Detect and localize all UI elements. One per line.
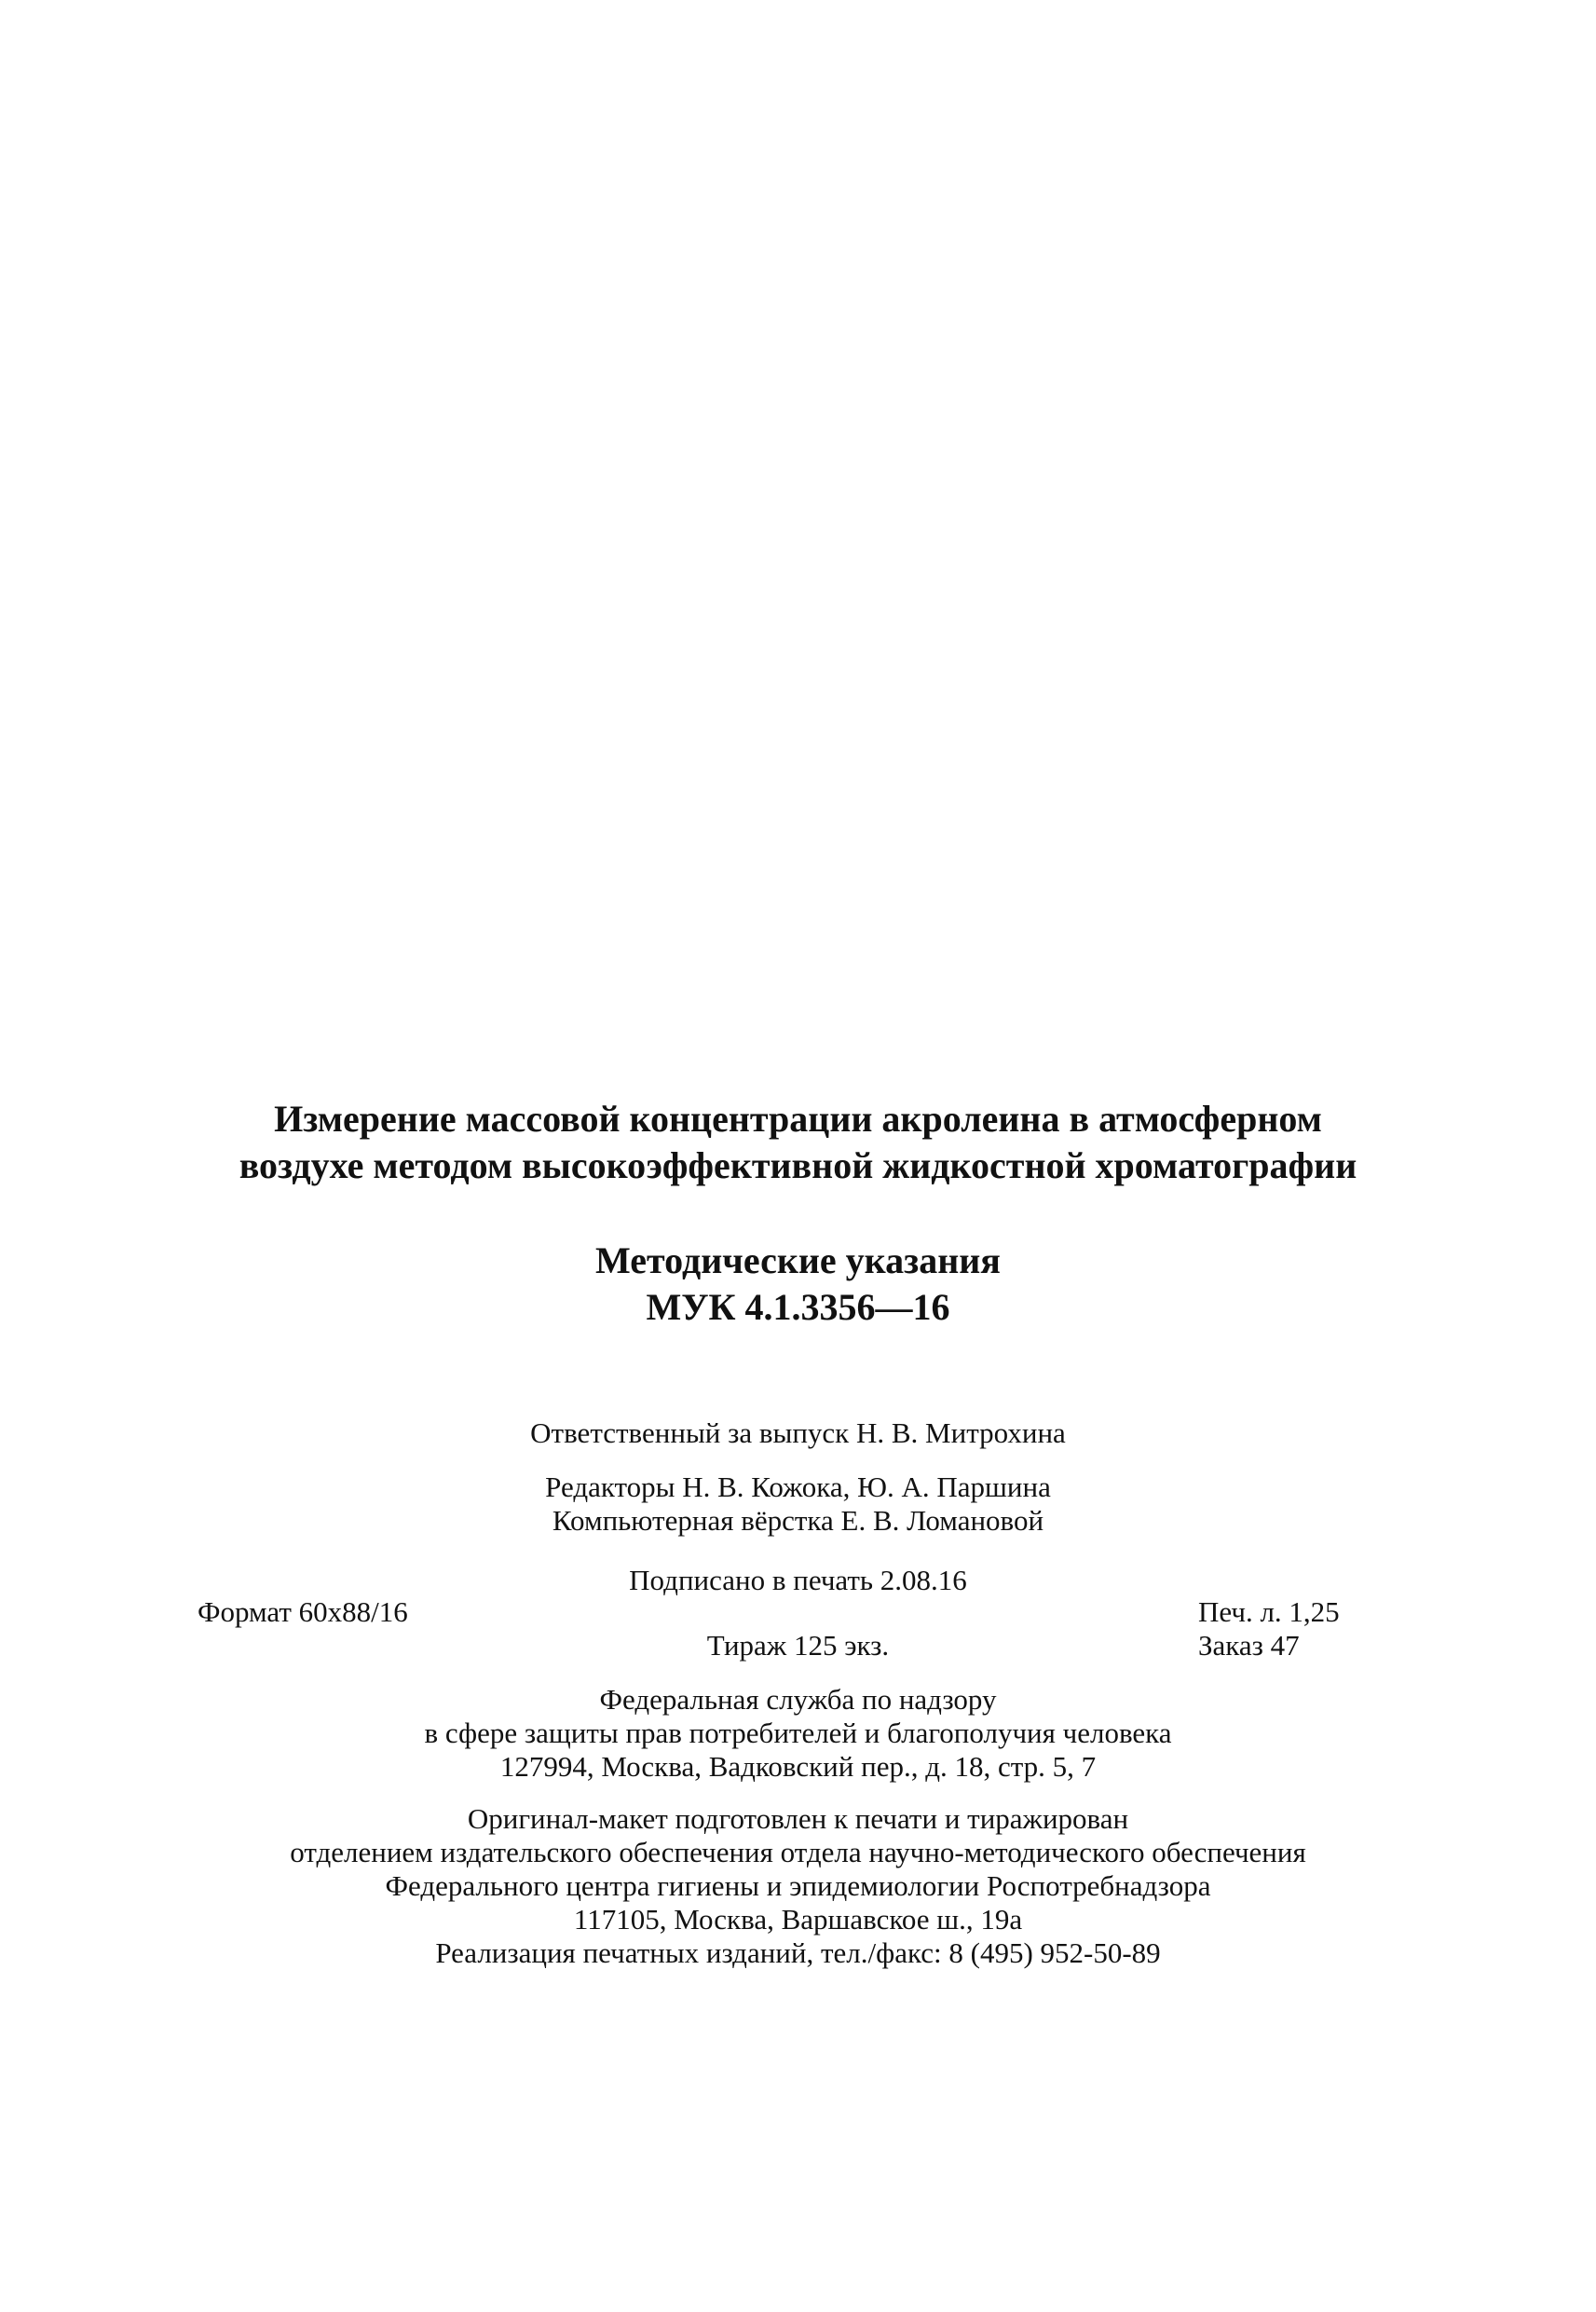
- layout-line-3: Федерального центра гигиены и эпидемиологии Роспотребнадзора: [385, 1869, 1211, 1902]
- title-line-1: Измерение массовой концентрации акролеина в атмосферном: [274, 1098, 1322, 1140]
- order-number: Заказ 47: [1198, 1629, 1300, 1662]
- subtitle-line-1: Методические указания: [595, 1239, 1001, 1281]
- layout-info-block: [0, 1802, 1596, 1970]
- layout-line-2: отделением издательского обеспечения отдела научно-методического обеспечения: [290, 1836, 1306, 1868]
- sales-contact: Реализация печатных изданий, тел./факс: 8 (495) 952-50-89: [435, 1936, 1161, 1969]
- layout-line-1: Оригинал-макет подготовлен к печати и тиражирован: [467, 1802, 1129, 1835]
- document-title: [0, 1096, 1596, 1189]
- signed-for-print: Подписано в печать 2.08.16: [629, 1564, 967, 1596]
- format-info: Формат 60x88/16: [198, 1595, 408, 1628]
- publisher-line-1: Федеральная служба по надзору: [599, 1683, 997, 1716]
- layout-address: 117105, Москва, Варшавское ш., 19а: [573, 1903, 1023, 1936]
- print-run: Тираж 125 экз.: [706, 1629, 890, 1662]
- publisher-line-2: в сфере защиты прав потребителей и благополучия человека: [424, 1717, 1172, 1749]
- editors-line: Редакторы Н. В. Кожока, Ю. А. Паршина: [545, 1471, 1051, 1503]
- editors-block: [0, 1471, 1596, 1538]
- document-subtitle: [0, 1238, 1596, 1331]
- responsible-person: Ответственный за выпуск Н. В. Митрохина: [530, 1416, 1066, 1449]
- layout-designer-line: Компьютерная вёрстка Е. В. Ломановой: [552, 1504, 1044, 1537]
- publisher-address: 127994, Москва, Вадковский пер., д. 18, стр. 5, 7: [499, 1750, 1097, 1783]
- title-line-2: воздухе методом высокоэффективной жидкостной хроматографии: [239, 1144, 1357, 1186]
- publisher-block: [0, 1683, 1596, 1784]
- document-code: МУК 4.1.3356—16: [646, 1286, 950, 1328]
- print-sheets: Печ. л. 1,25: [1198, 1595, 1340, 1628]
